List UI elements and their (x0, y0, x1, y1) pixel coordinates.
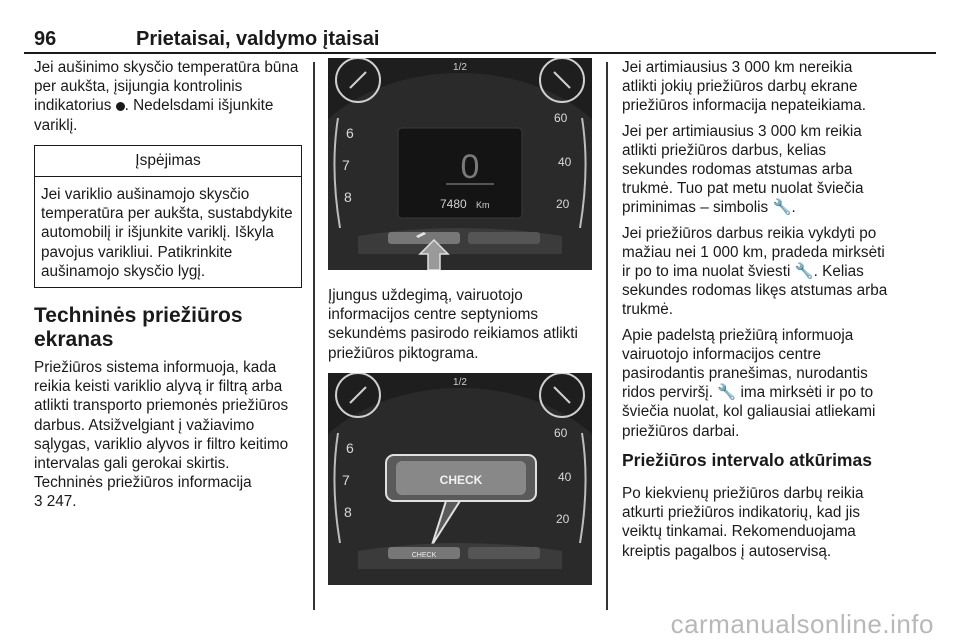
wrench-icon: 🔧 (794, 263, 814, 281)
figure1-scale-left-0: 6 (346, 125, 354, 141)
page-reference: 3 247. (34, 493, 77, 511)
reset-interval-paragraph: Po kiekvienų priežiūros darbų reikia atkurti priežiūros indikatorių, kad jis veiktų tinkamai. Rekomenduojama kreiptis pagalbos į autoservisą. (622, 485, 864, 560)
wrench-icon: 🔧 (772, 199, 792, 217)
figure1-scale-right-2: 20 (556, 197, 570, 211)
figure1-scale-left-2: 8 (344, 189, 352, 205)
service-para-3: Jei priežiūros darbus reikia vykdyti po mažiau nei 1 000 km, pradeda mirksėti ir po to ima nuolat šviesti 🔧. Kelias sekundes rodomas likęs atstumas arba trukmė. (622, 224, 888, 319)
instrument-cluster-figure-2 (328, 373, 592, 585)
instrument-cluster-figure-1 (328, 58, 592, 270)
coolant-indicator-icon (116, 102, 125, 111)
figure1-scale-right-0: 60 (554, 111, 568, 125)
service-para-4: Apie padelstą priežiūrą informuoja vairuotojo informacijos centre pasirodantis pranešimas, nurodantis ridos perviršį. 🔧 ima mirksėti ir po to šviečia nuolat, kol galiausiai atliekami priežiūros darbai. (622, 326, 876, 440)
figure2-scale-left-0: 6 (346, 439, 354, 456)
service-para-1: Jei artimiausius 3 000 km nereikia atlikti jokių priežiūros darbų ekrane priežiūros informacija nepateikiama. (622, 59, 867, 115)
warning-box (34, 145, 302, 288)
coolant-intro: Jei aušinimo skysčio temperatūra būna per aukšta, įsijungia kontrolinis indikatorius . Nedelsdami išjunkite variklį. (34, 59, 299, 134)
check-label-small: CHECK (411, 551, 437, 559)
service-display-paragraph: Priežiūros sistema informuoja, kada reikia keisti variklio alyvą ir filtrą arba atlikti transporto priemonės priežiūros darbus. Atsižvelgiant į važiavimo sąlygas, variklio alyvos ir filtro keitimo intervalas gali gerokai skirtis. (34, 359, 289, 473)
warning-title: Įspėjimas (35, 146, 301, 177)
figure-caption: Įjungus uždegimą, vairuotojo informacijos centre septynioms sekundėms pasirodo reikiamos atlikti priežiūros piktograma. (328, 287, 578, 362)
figure2-scale-left-2: 8 (344, 503, 352, 520)
figure1-odometer: 7480 (440, 197, 467, 211)
reset-interval-heading: Priežiūros intervalo atkūrimas (622, 449, 872, 470)
column-divider-1 (313, 62, 315, 610)
figure2-scale-right-0: 60 (554, 425, 568, 440)
service-display-heading: Techninės priežiūros ekranas (34, 304, 243, 352)
header-rule (24, 52, 936, 54)
chapter-title: Prietaisai, valdymo įtaisai (136, 28, 380, 50)
figure1-scale-right-1: 40 (558, 155, 572, 169)
figure2-scale-top: 1/2 (453, 376, 467, 388)
watermark-text: carmanualsonline.info (670, 609, 934, 639)
wrench-icon: 🔧 (717, 384, 737, 402)
service-para-2: Jei per artimiausius 3 000 km reikia atlikti priežiūros darbus, kelias sekundes rodomas atstumas arba trukmė. Tuo pat metu nuolat šviečia priminimas – simbolis 🔧. (622, 122, 864, 217)
check-label-large: CHECK (439, 472, 483, 487)
figure1-digital-value: 0 (460, 148, 480, 186)
column-3 (622, 58, 890, 567)
column-1 (34, 58, 302, 512)
figure2-scale-right-2: 20 (556, 511, 570, 526)
service-info-paragraph: Techninės priežiūros informacija 3 247. (34, 474, 252, 511)
page-number: 96 (34, 28, 57, 50)
page-header (24, 22, 960, 52)
figure1-scale-left-1: 7 (342, 157, 350, 173)
column-divider-2 (606, 62, 608, 610)
figure1-scale-top: 1/2 (453, 62, 467, 73)
figure1-unit: Km (476, 200, 490, 210)
figure2-scale-left-1: 7 (342, 471, 350, 488)
figure2-scale-right-1: 40 (558, 469, 572, 484)
column-2 (328, 58, 592, 585)
warning-body: Jei variklio aušinamojo skysčio temperatūra per aukšta, sustabdykite automobilį ir išjunkite variklį. Iškyla pavojus varikliui. Patikrinkite aušinamojo skysčio lygį. (41, 186, 293, 280)
